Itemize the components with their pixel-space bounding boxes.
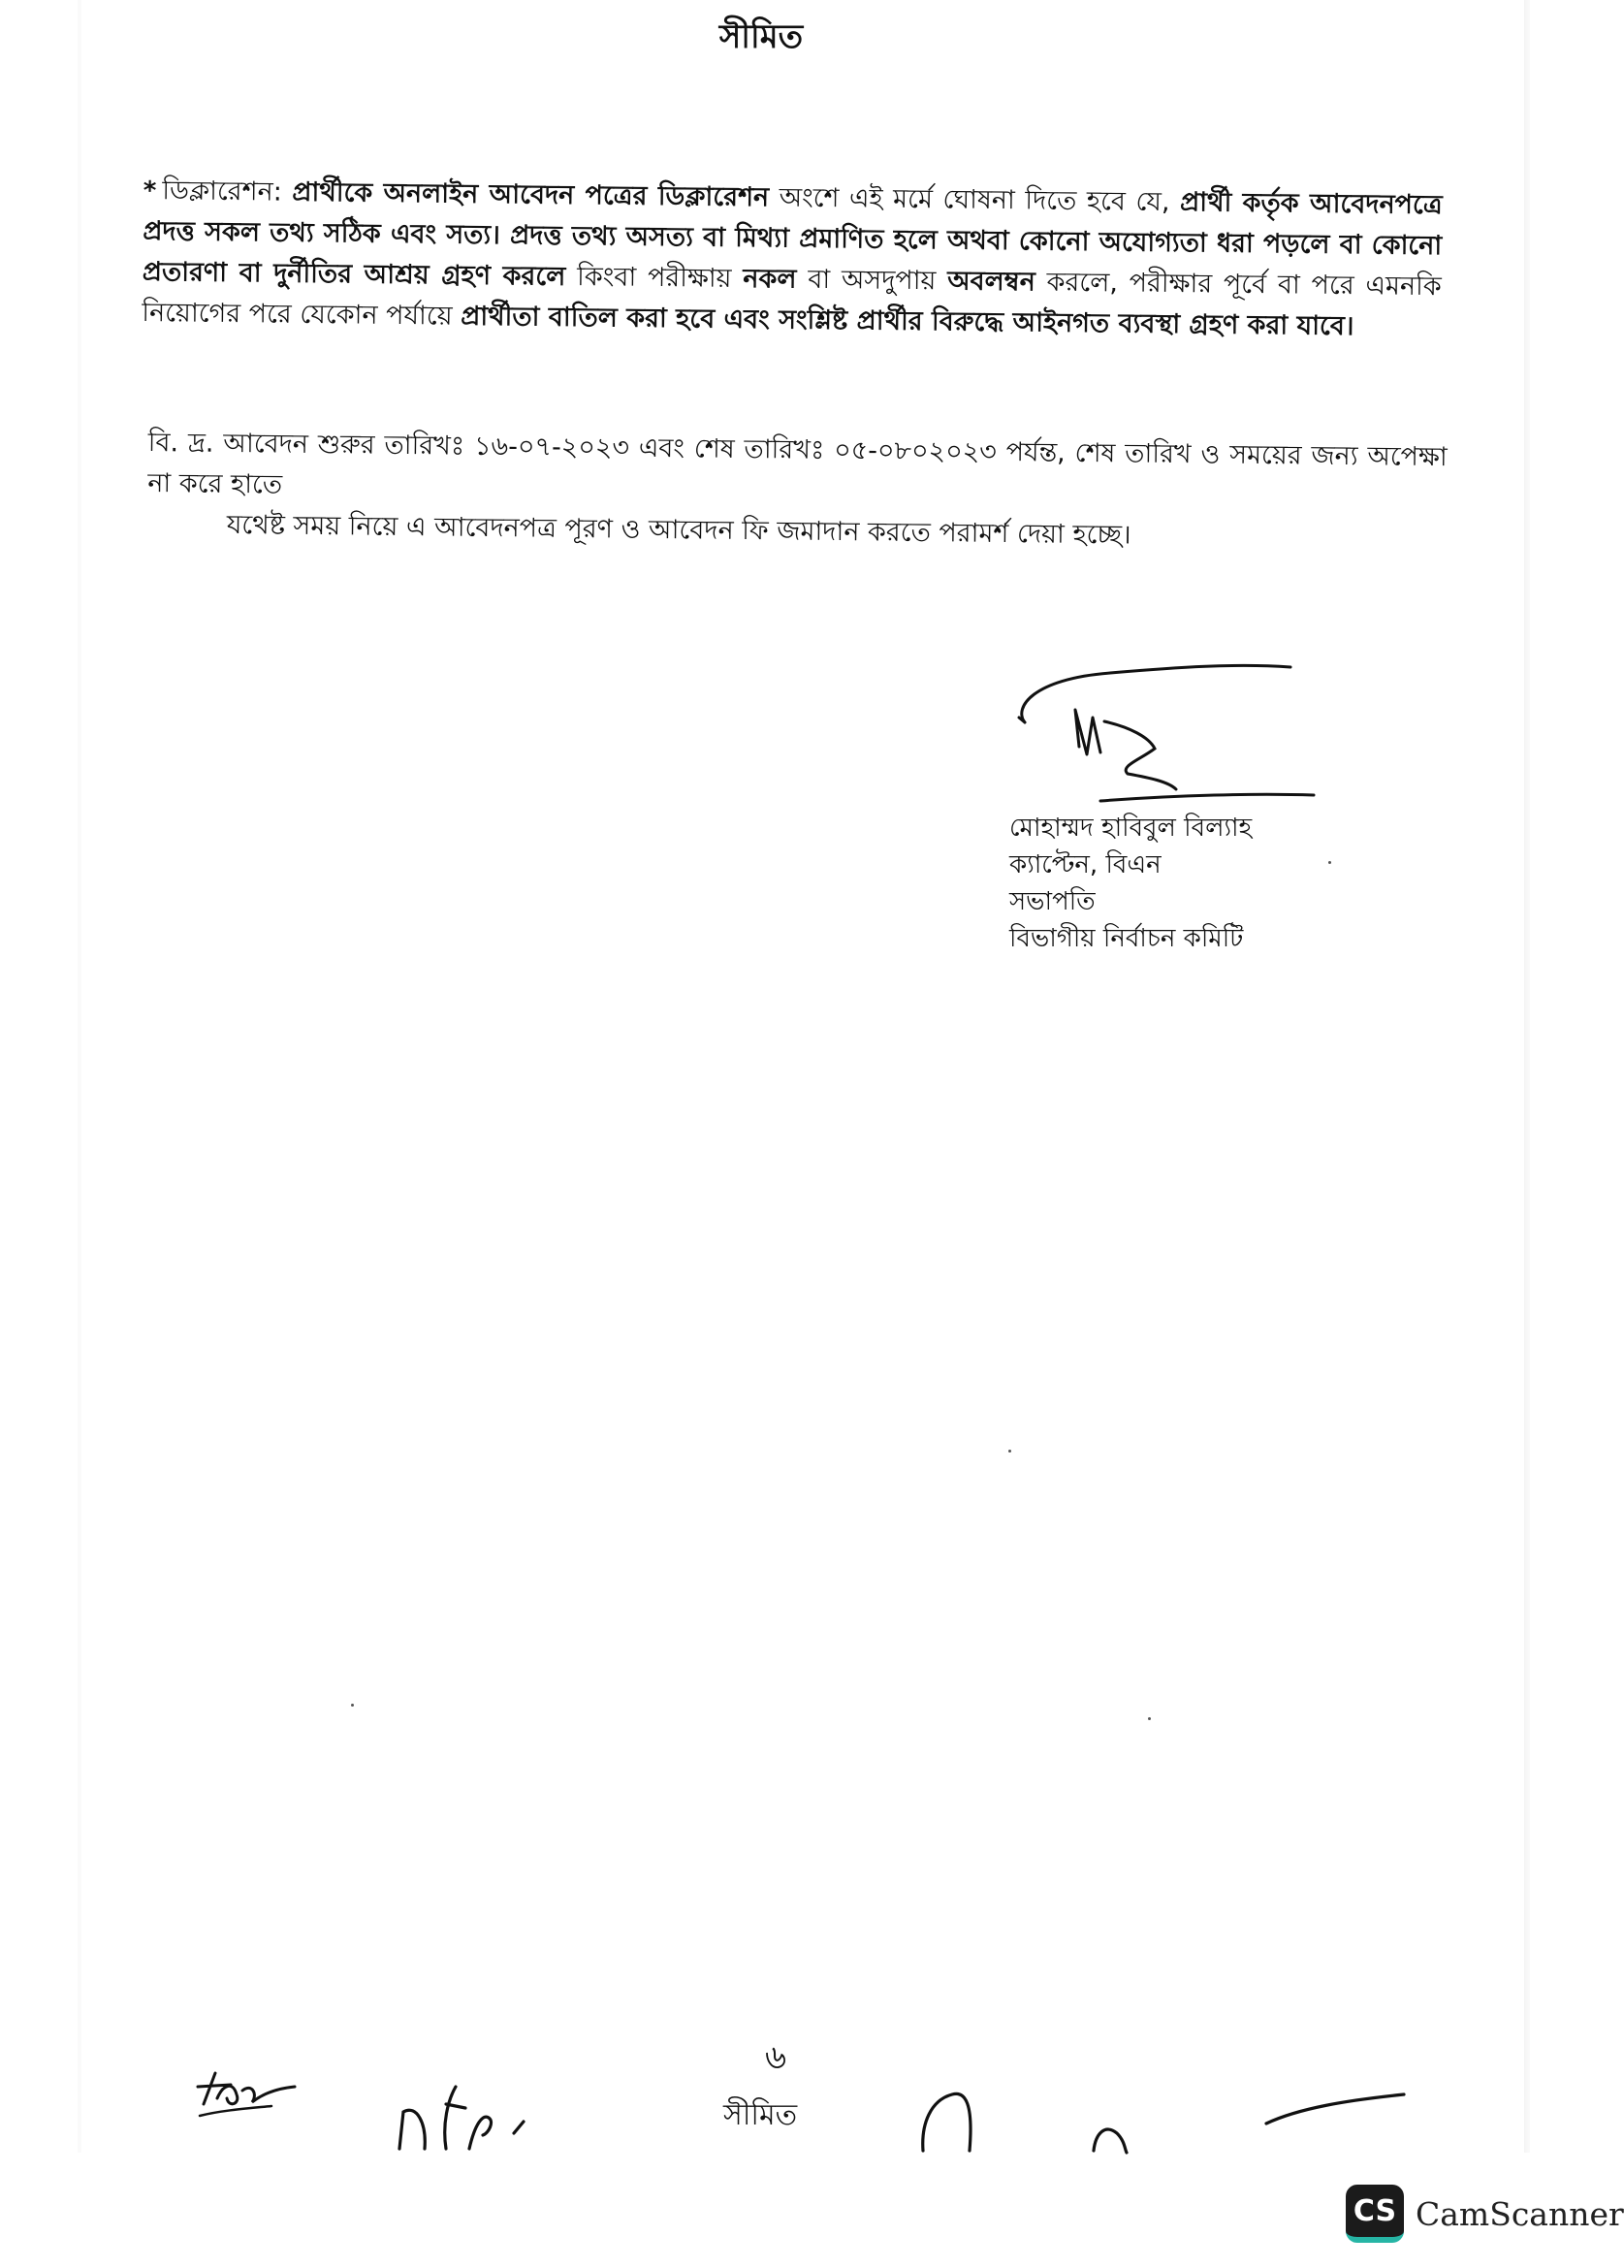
- scan-edge-right: [1524, 0, 1530, 2153]
- camscanner-watermark: [1346, 2184, 1624, 2244]
- initials-mark-2: [388, 2065, 543, 2153]
- footer-classification-label: সীমিত: [723, 2098, 798, 2132]
- signatory-committee: বিভাগীয় নির্বাচন কমিটি: [1009, 924, 1244, 953]
- initials-mark-1: [194, 2065, 301, 2124]
- declaration-text-bold-1: প্রার্থীকে অনলাইন আবেদন পত্রের ডিক্লারেশন: [292, 176, 770, 213]
- initials-mark-4: [1260, 2065, 1416, 2133]
- scan-edge-left: [78, 0, 81, 2153]
- page-number: ৬: [764, 2038, 787, 2077]
- declaration-text-2: কিংবা পরীক্ষায়: [565, 261, 744, 295]
- note-paragraph: [147, 423, 1448, 559]
- signatory-name: মোহাম্মদ হাবিবুল বিল্যাহ: [1009, 814, 1253, 843]
- declaration-text-1: অংশে এই মর্মে ঘোষনা দিতে হবে যে,: [768, 182, 1181, 218]
- declaration-paragraph: [142, 171, 1443, 348]
- header-classification-label: সীমিত: [718, 17, 804, 56]
- declaration-text-bold-5: প্রার্থীতা বাতিল করা হবে এবং সংশ্লিষ্ট প্রার্থীর বিরুদ্ধে আইনগত ব্যবস্থা গ্রহণ করা যাবে।: [460, 301, 1354, 342]
- signatory-role: সভাপতি: [1009, 887, 1096, 916]
- declaration-text-bold-2: প্রার্থী কর্তৃক আবেদনপত্রে প্রদত্ত সকল তথ্য সঠিক এবং সত্য। প্রদত্ত তথ্য অসত্য বা মিথ্যা প্রমাণিত হলে অথবা কোনো অযোগ্যতা ধরা পড়লে বা কোনো প্রতারণা বা দুর্নীতির আশ্রয় গ্রহণ করলে: [142, 187, 1443, 292]
- scan-speck: [1328, 861, 1331, 864]
- declaration-marker: *: [143, 176, 157, 207]
- camscanner-logo-icon: CS: [1346, 2185, 1404, 2243]
- note-line-1: বি. দ্র. আবেদন শুরুর তারিখঃ ১৬-০৭-২০২৩ এবং শেষ তারিখঃ ০৫-০৮০২০২৩ পর্যন্ত, শেষ তারিখ ও সময়ের জন্য অপেক্ষা না করে হাতে: [147, 427, 1448, 500]
- declaration-text-bold-4: অবলম্বন: [947, 266, 1035, 298]
- signatory-rank: ক্যাপ্টেন, বিএন: [1009, 850, 1162, 879]
- scan-speck: [351, 1704, 354, 1707]
- signature-graphic: [1003, 659, 1333, 815]
- scan-speck: [1148, 1717, 1151, 1720]
- camscanner-brand-text: CamScanner: [1416, 2194, 1624, 2233]
- declaration-text-3: বা অসদুপায়: [796, 264, 948, 297]
- signatory-block: [1009, 810, 1252, 957]
- initials-mark-3: [911, 2065, 1163, 2153]
- declaration-text-bold-3: নকল: [743, 264, 797, 295]
- declaration-text-4: করলে, পরীক্ষার পূর্বে বা পরে এমনকি নিয়োগের পরে যেকোন পর্যায়ে: [142, 267, 1442, 332]
- scan-speck: [1008, 1450, 1011, 1453]
- note-line-2: যথেষ্ট সময় নিয়ে এ আবেদনপত্র পূরণ ও আবেদন ফি জমাদান করতে পরামর্শ দেয়া হচ্ছে।: [226, 509, 1131, 551]
- declaration-label: ডিক্লারেশন:: [162, 176, 282, 208]
